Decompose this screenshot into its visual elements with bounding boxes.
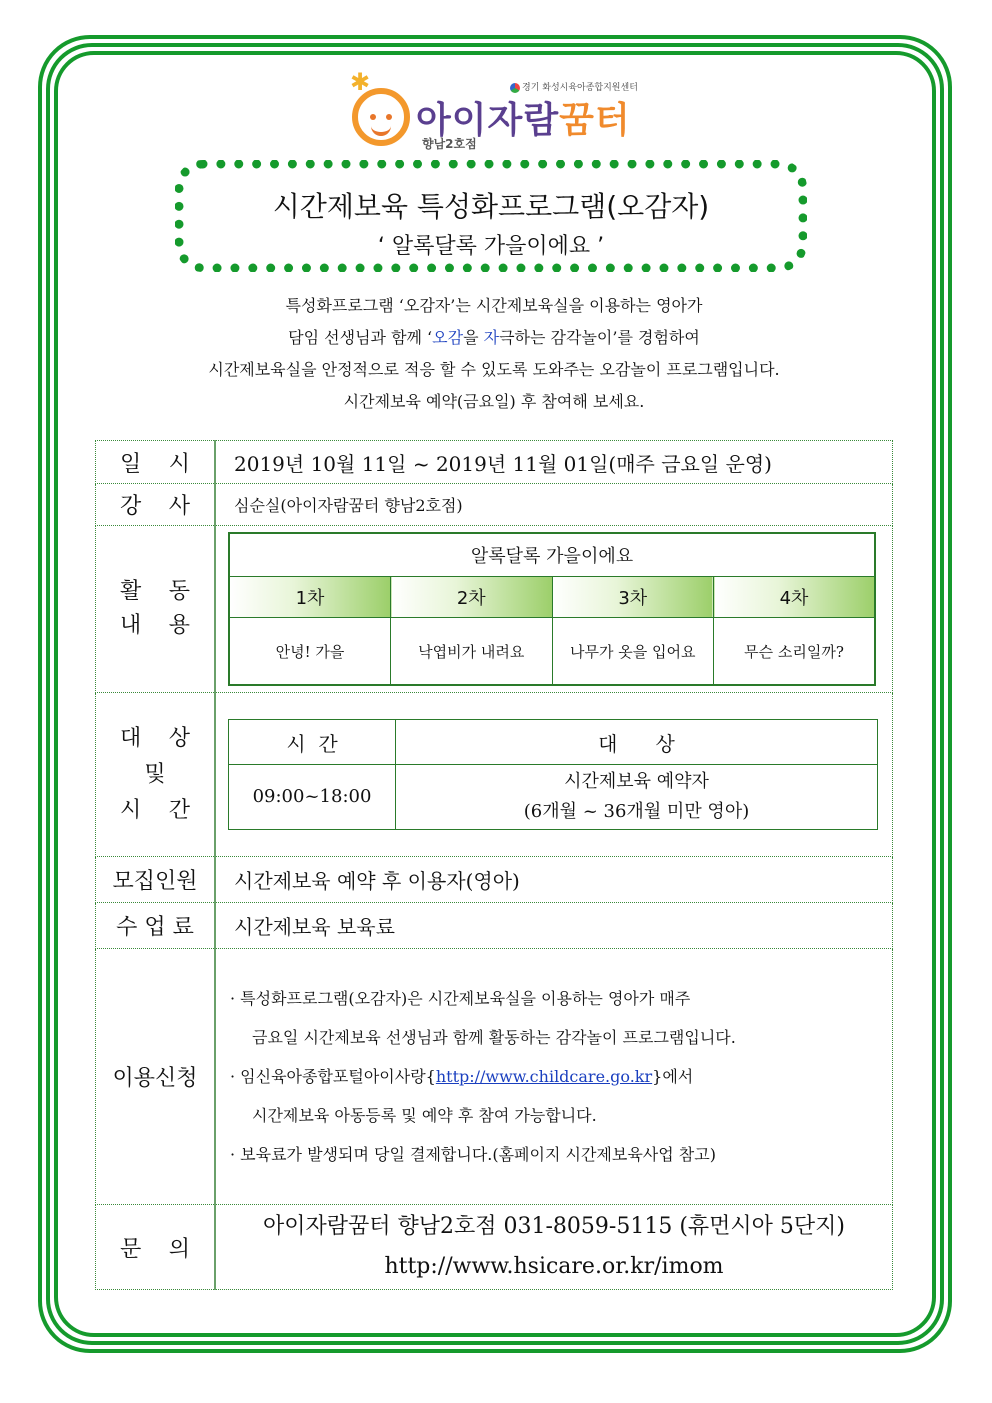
apply-bullet-2: · 임신육아종합포털아이사랑{http://www.childcare.go.kr}에서 (230, 1067, 694, 1086)
instructor-value: 심순실(아이자람꿈터 향남2호점) (215, 484, 893, 526)
apply-row (96, 949, 893, 1205)
childcare-link[interactable]: http://www.childcare.go.kr (435, 1067, 653, 1086)
contact-row (96, 1205, 893, 1290)
phase-1: 1차 (229, 577, 391, 618)
target-table (228, 719, 878, 830)
fee-label: 수 업 료 (96, 903, 216, 949)
activity-label: 활 동 내 용 (96, 526, 216, 693)
apply-bullet-1: · 특성화프로그램(오감자)은 시간제보육실을 이용하는 영아가 매주 (230, 989, 691, 1008)
date-value: 2019년 10월 11일 ~ 2019년 11월 01일(매주 금요일 운영) (215, 441, 893, 484)
contact-value: 아이자람꿈터 향남2호점 031-8059-5115 (휴먼시아 5단지) http://www.hsicare.or.kr/imom (215, 1205, 893, 1290)
center-name: 경기 화성시육아종합지원센터 (510, 80, 638, 93)
fee-value: 시간제보육 보육료 (215, 903, 893, 949)
activity-item-1: 안녕! 가을 (229, 618, 391, 686)
page-title: 시간제보육 특성화프로그램(오감자) (272, 190, 710, 223)
contact-url[interactable]: http://www.hsicare.or.kr/imom (384, 1254, 724, 1279)
activity-caption: 알록달록 가을이에요 (229, 533, 875, 577)
date-row (96, 441, 893, 484)
time-value: 09:00~18:00 (229, 765, 396, 830)
target-header: 대 상 (396, 720, 878, 765)
apply-bullet-3: · 보육료가 발생되며 당일 결제합니다.(홈페이지 시간제보육사업 참고) (230, 1145, 716, 1164)
apply-label: 이용신청 (96, 949, 216, 1205)
contact-label: 문 의 (120, 1236, 190, 1262)
activity-item-3: 나무가 옷을 입어요 (552, 618, 714, 686)
instructor-label: 강 사 (120, 494, 190, 519)
target-label: 대 상 및 시 간 (96, 693, 216, 857)
time-header: 시 간 (229, 720, 396, 765)
title-box (175, 160, 807, 272)
recruit-row (96, 857, 893, 903)
activity-row (96, 526, 893, 693)
logo (350, 68, 650, 154)
activity-item-4: 무슨 소리일까? (714, 618, 876, 686)
recruit-label: 모집인원 (96, 857, 216, 903)
intro-text: 특성화프로그램 ‘오감자’는 시간제보육실을 이용하는 영아가 담임 선생님과 함께 ‘오감을 자극하는 감각놀이’를 경험하여 시간제보육실을 안정적으로 적응 할 수 있도록 도와주는 오감놀이 프로그램입니다. 시간제보육 예약(금요일) 후 참여해 보세요. (208, 296, 780, 411)
center-logo-icon (510, 83, 520, 93)
instructor-row (96, 484, 893, 526)
phase-3: 3차 (552, 577, 714, 618)
star-icon: ✱ (350, 68, 371, 96)
brand-name: 아이자람꿈터 (416, 100, 631, 141)
activity-item-2: 낙엽비가 내려요 (391, 618, 553, 686)
phase-4: 4차 (714, 577, 876, 618)
target-value: 시간제보육 예약자 (6개월 ~ 36개월 미만 영아) (396, 765, 878, 830)
smiley-face-icon (352, 88, 410, 146)
activity-table (228, 532, 876, 686)
apply-list: · 특성화프로그램(오감자)은 시간제보육실을 이용하는 영아가 매주 금요일 시간제보육 선생님과 함께 활동하는 감각놀이 프로그램입니다. · 임신육아종합포털아이사랑{http://www.childcare.go.kr}에서 시간제보육 아동등록 및 예약 후 참여 가능합니다. · 보육료가 발생되며 당일 결제합니다.(홈페이지 시간제보육사업 참고) (216, 979, 892, 1174)
branch-name: 향남2호점 (422, 137, 477, 151)
info-table (95, 440, 893, 1290)
fee-row (96, 903, 893, 949)
page-subtitle: ‘ 알록달록 가을이에요 ’ (377, 234, 605, 259)
recruit-value: 시간제보육 예약 후 이용자(영아) (215, 857, 893, 903)
date-label: 일 시 (120, 451, 190, 477)
target-row (96, 693, 893, 857)
phase-2: 2차 (391, 577, 553, 618)
